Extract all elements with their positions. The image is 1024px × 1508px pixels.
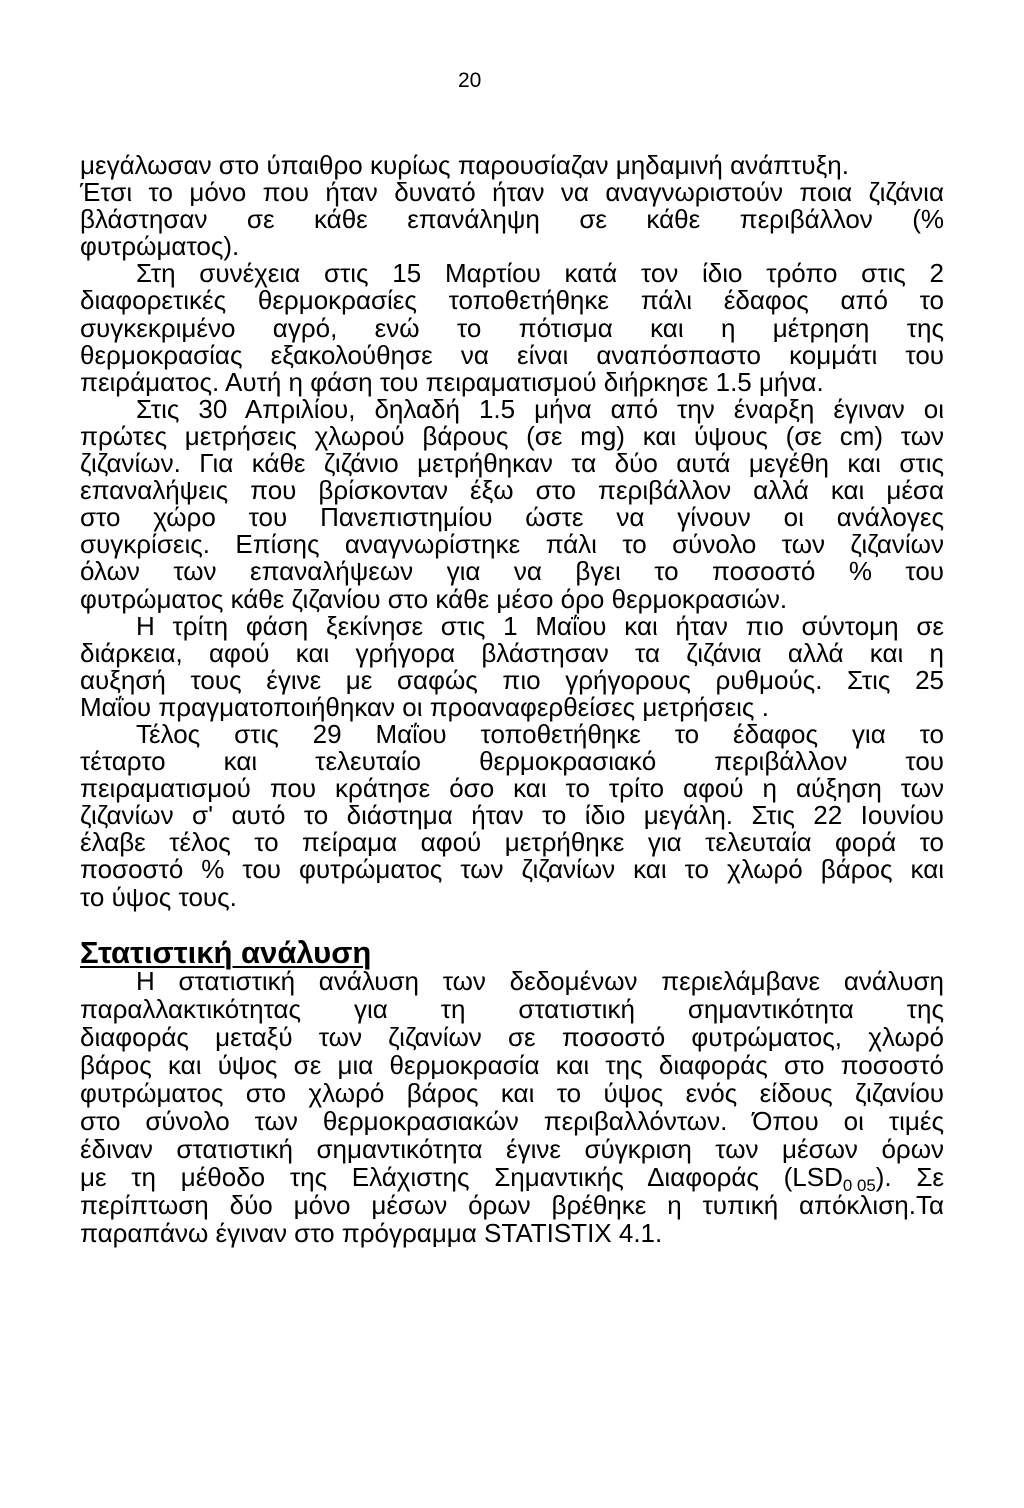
text-line: Στις 30 Απριλίου, δηλαδή 1.5 μήνα από την έναρξη έγιναν οι bbox=[136, 393, 944, 424]
text-line: Τέλος στις 29 Μαΐου τοποθετήθηκε το έδαφος για το bbox=[136, 718, 944, 749]
text-line: φυτρώματος κάθε ζιζανίου στο κάθε μέσο όρο θερμοκρασιών. bbox=[80, 583, 788, 614]
text-line: έλαβε τέλος το πείραμα αφού μετρήθηκε για τελευταία φορά το bbox=[80, 827, 944, 858]
text-line: αυξησή τους έγινε με σαφώς πιο γρήγορους ρυθμούς. Στις 25 bbox=[80, 664, 944, 695]
text-line: παραπάνω έγιναν στο πρόγραμμα STATISTIX 4.1. bbox=[80, 1218, 663, 1248]
body-text bbox=[80, 152, 944, 911]
statistical-analysis-text bbox=[80, 967, 944, 1247]
paragraph bbox=[80, 152, 944, 260]
text-line: περίπτωση δύο μόνο μέσων όρων βρέθηκε η τυπική απόκλιση.Τα bbox=[80, 1190, 944, 1220]
text-segment: με τη μέθοδο της Ελάχιστης Σημαντικής Διαφοράς (LSD bbox=[80, 1162, 843, 1192]
text-line: πρώτες μετρήσεις χλωρού βάρους (σε mg) και ύψους (σε cm) των bbox=[80, 420, 944, 451]
paragraph bbox=[80, 260, 944, 395]
text-line: στο χώρο του Πανεπιστημίου ώστε να γίνουν οι ανάλογες bbox=[80, 502, 944, 533]
text-line: πειράματος. Αυτή η φάση του πειραματισμού διήρκησε 1.5 μήνα. bbox=[80, 366, 824, 397]
text-line: στο σύνολο των θερμοκρασιακών περιβαλλόντων. Όπου οι τιμές bbox=[80, 1106, 944, 1136]
text-line: Έτσι το μόνο που ήταν δυνατό ήταν να αναγνωριστούν ποια ζιζάνια bbox=[80, 177, 944, 208]
text-line: ζιζανίων. Για κάθε ζιζάνιο μετρήθηκαν τα δύο αυτά μεγέθη και στις bbox=[80, 448, 944, 479]
text-line: φυτρώματος). bbox=[80, 231, 240, 262]
text-line: το ύψος τους. bbox=[80, 881, 237, 912]
text-line: πειραματισμού που κράτησε όσο και το τρίτο αφού η αύξηση των bbox=[80, 773, 944, 804]
subscript: 0 05 bbox=[842, 1176, 876, 1196]
text-line: Η τρίτη φάση ξεκίνησε στις 1 Μαΐου και ήταν πιο σύντομη σε bbox=[136, 610, 944, 641]
text-line: μεγάλωσαν στο ύπαιθρο κυρίως παρουσίαζαν μηδαμινή ανάπτυξη. bbox=[80, 150, 849, 180]
text-line bbox=[80, 1162, 944, 1196]
text-line: θερμοκρασίας εξακολούθησε να είναι αναπόσπαστο κομμάτι του bbox=[80, 339, 944, 370]
text-line: έδιναν στατιστική σημαντικότητα έγινε σύγκριση των μέσων όρων bbox=[80, 1134, 944, 1164]
text-line: βλάστησαν σε κάθε επανάληψη σε κάθε περιβάλλον (% bbox=[80, 204, 944, 235]
text-line: διαφορετικές θερμοκρασίες τοποθετήθηκε πάλι έδαφος από το bbox=[80, 285, 944, 316]
paragraph bbox=[80, 967, 944, 1247]
section-heading: Στατιστική ανάλυση bbox=[80, 935, 372, 970]
text-line: συγκρίσεις. Επίσης αναγνωρίστηκε πάλι το σύνολο των ζιζανίων bbox=[80, 529, 944, 560]
paragraph bbox=[80, 393, 944, 614]
text-line: παραλλακτικότητας για τη στατιστική σημαντικότητα της bbox=[80, 994, 944, 1024]
text-line: Στη συνέχεια στις 15 Μαρτίου κατά τον ίδιο τρόπο στις 2 bbox=[136, 258, 944, 289]
text-line: συγκεκριμένο αγρό, ενώ το πότισμα και η μέτρηση της bbox=[80, 312, 944, 343]
paragraph bbox=[80, 610, 944, 722]
text-line: διάρκεια, αφού και γρήγορα βλάστησαν τα ζιζάνια αλλά και η bbox=[80, 637, 944, 668]
text-line: ποσοστό % του φυτρώματος των ζιζανίων και το χλωρό βάρος και bbox=[80, 854, 944, 885]
text-segment: ). Σε bbox=[875, 1162, 944, 1192]
text-line: φυτρώματος στο χλωρό βάρος και το ύψος ενός είδους ζιζανίου bbox=[80, 1078, 944, 1108]
text-line: επαναλήψεις που βρίσκονταν έξω στο περιβάλλον αλλά και μέσα bbox=[80, 475, 944, 506]
page-number: 20 bbox=[458, 69, 482, 92]
text-line: Η στατιστική ανάλυση των δεδομένων περιελάμβανε ανάλυση bbox=[136, 966, 944, 996]
text-line: όλων των επαναλήψεων για να βγει το ποσοστό % του bbox=[80, 556, 944, 587]
text-line: βάρος και ύψος σε μια θερμοκρασία και της διαφοράς στο ποσοστό bbox=[80, 1050, 944, 1080]
text-line: διαφοράς μεταξύ των ζιζανίων σε ποσοστό φυτρώματος, χλωρό bbox=[80, 1022, 944, 1052]
text-line: τέταρτο και τελευταίο θερμοκρασιακό περιβάλλον του bbox=[80, 746, 944, 777]
paragraph bbox=[80, 718, 944, 912]
text-line: ζιζανίων σ' αυτό το διάστημα ήταν το ίδιο μεγάλη. Στις 22 Ιουνίου bbox=[80, 800, 944, 831]
text-line: Μαΐου πραγματοποιήθηκαν οι προαναφερθείσες μετρήσεις . bbox=[80, 691, 769, 722]
